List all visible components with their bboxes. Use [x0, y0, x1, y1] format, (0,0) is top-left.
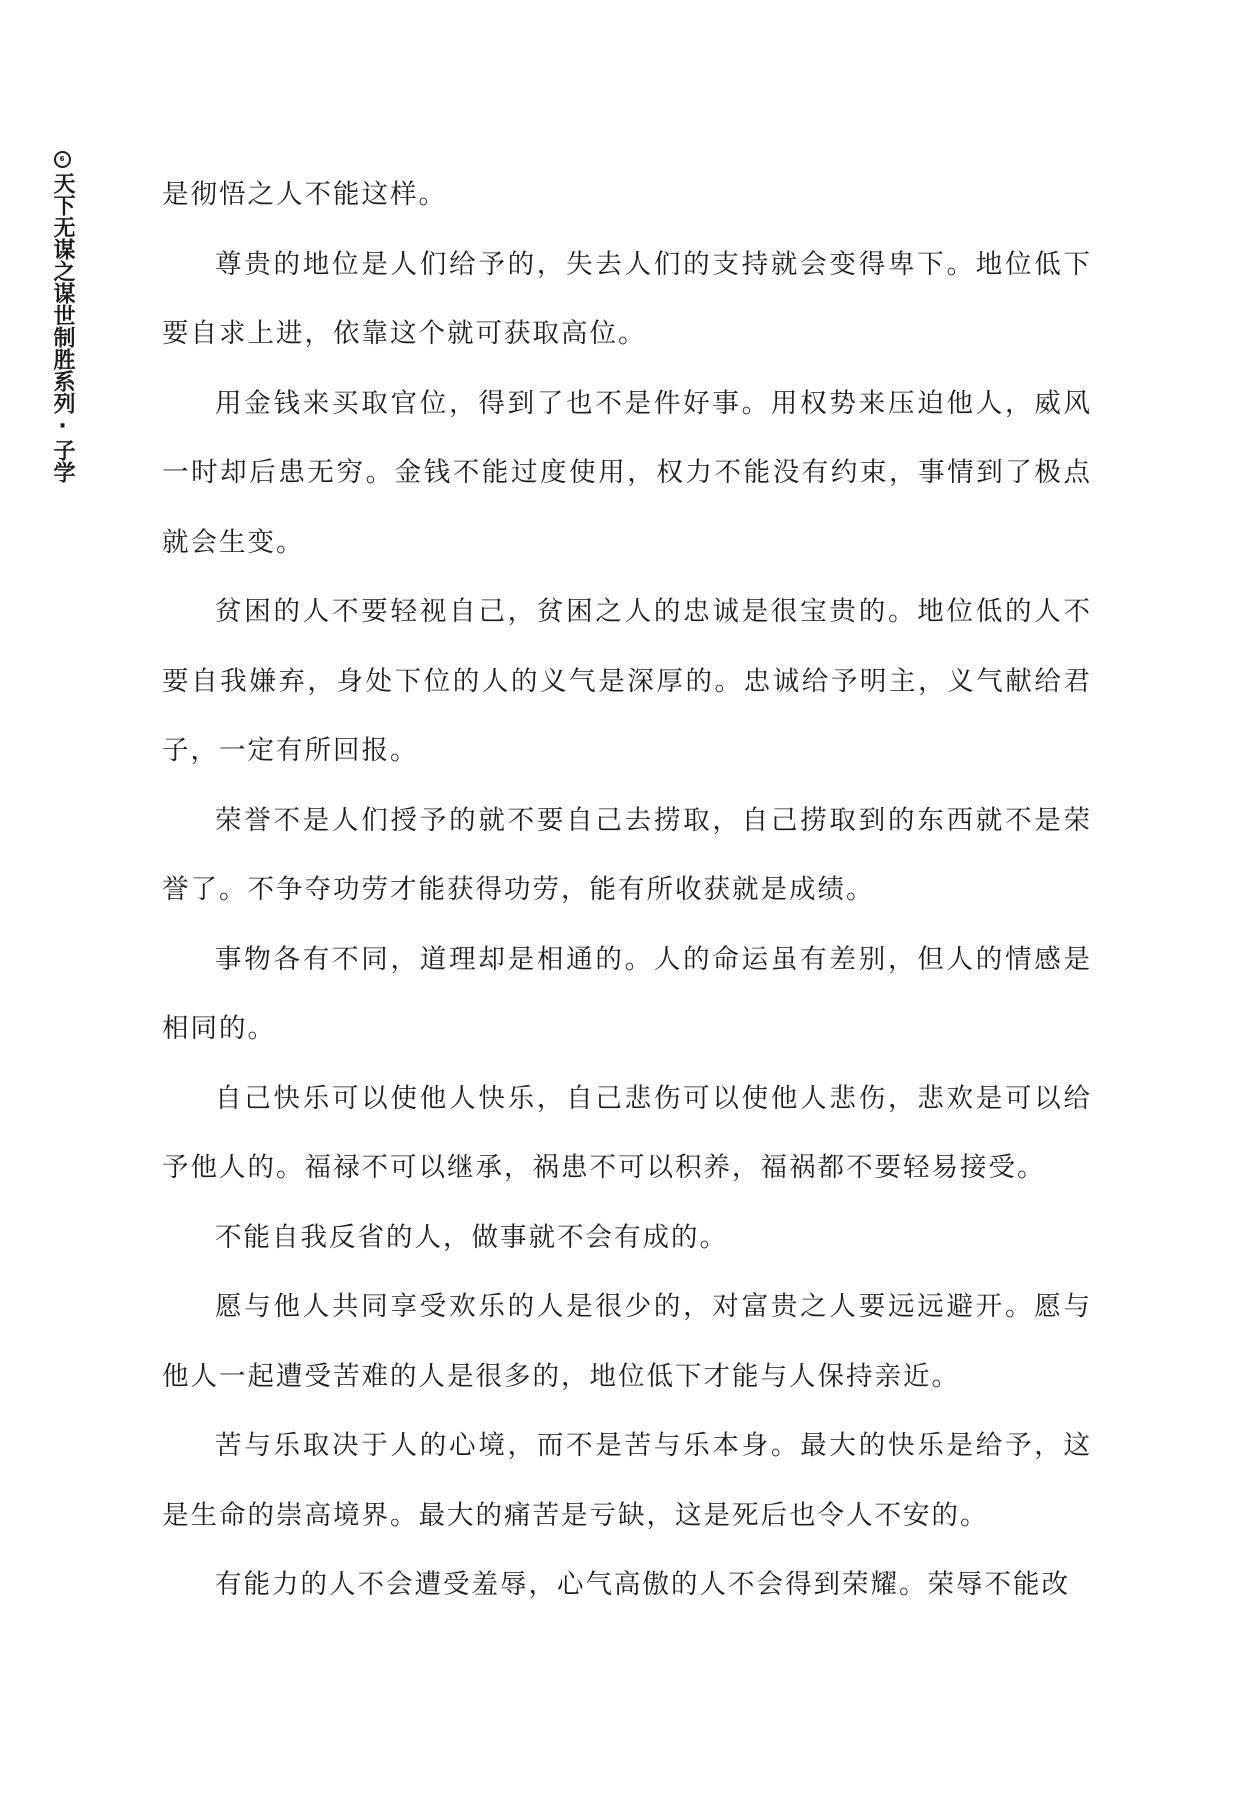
paragraph: 愿与他人共同享受欢乐的人是很少的，对富贵之人要远远避开。愿与他人一起遭受苦难的人是很多的，地位低下才能与人保持亲近。	[162, 1291, 1092, 1392]
paragraph: 事物各有不同，道理却是相通的。人的命运虽有差别，但人的情感是相同的。	[162, 943, 1092, 1044]
paragraph: 贫困的人不要轻视自己，贫困之人的忠诚是很宝贵的。地位低的人不要自我嫌弃，身处下位的人的义气是深厚的。忠诚给予明主，义气献给君子，一定有所回报。	[162, 596, 1092, 766]
paragraph: 苦与乐取决于人的心境，而不是苦与乐本身。最大的快乐是给予，这是生命的崇高境界。最大的痛苦是亏缺，这是死后也令人不安的。	[162, 1430, 1092, 1531]
paragraph: 用金钱来买取官位，得到了也不是件好事。用权势来压迫他人，威风一时却后患无穷。金钱不能过度使用，权力不能没有约束，事情到了极点就会生变。	[162, 387, 1092, 558]
page-number: 6	[54, 151, 71, 168]
page-margin-marker	[47, 146, 77, 483]
series-title: 天下无谋之谋世制胜系列·子学	[50, 172, 75, 483]
paragraph: 有能力的人不会遭受羞辱，心气高傲的人不会得到荣耀。荣辱不能改	[215, 1569, 1070, 1600]
body-text	[162, 160, 1092, 1620]
paragraph: 自己快乐可以使他人快乐，自己悲伤可以使他人悲伤，悲欢是可以给予他人的。福禄不可以继承，祸患不可以积养，福祸都不要轻易接受。	[162, 1082, 1092, 1183]
paragraph: 尊贵的地位是人们给予的，失去人们的支持就会变得卑下。地位低下要自求上进，依靠这个就可获取高位。	[162, 248, 1092, 349]
paragraph: 不能自我反省的人，做事就不会有成的。	[215, 1221, 728, 1253]
paragraph: 是彻悟之人不能这样。	[162, 179, 447, 210]
paragraph: 荣誉不是人们授予的就不要自己去捞取，自己捞取到的东西就不是荣誉了。不争夺功劳才能获得功劳，能有所收获就是成绩。	[162, 804, 1092, 905]
